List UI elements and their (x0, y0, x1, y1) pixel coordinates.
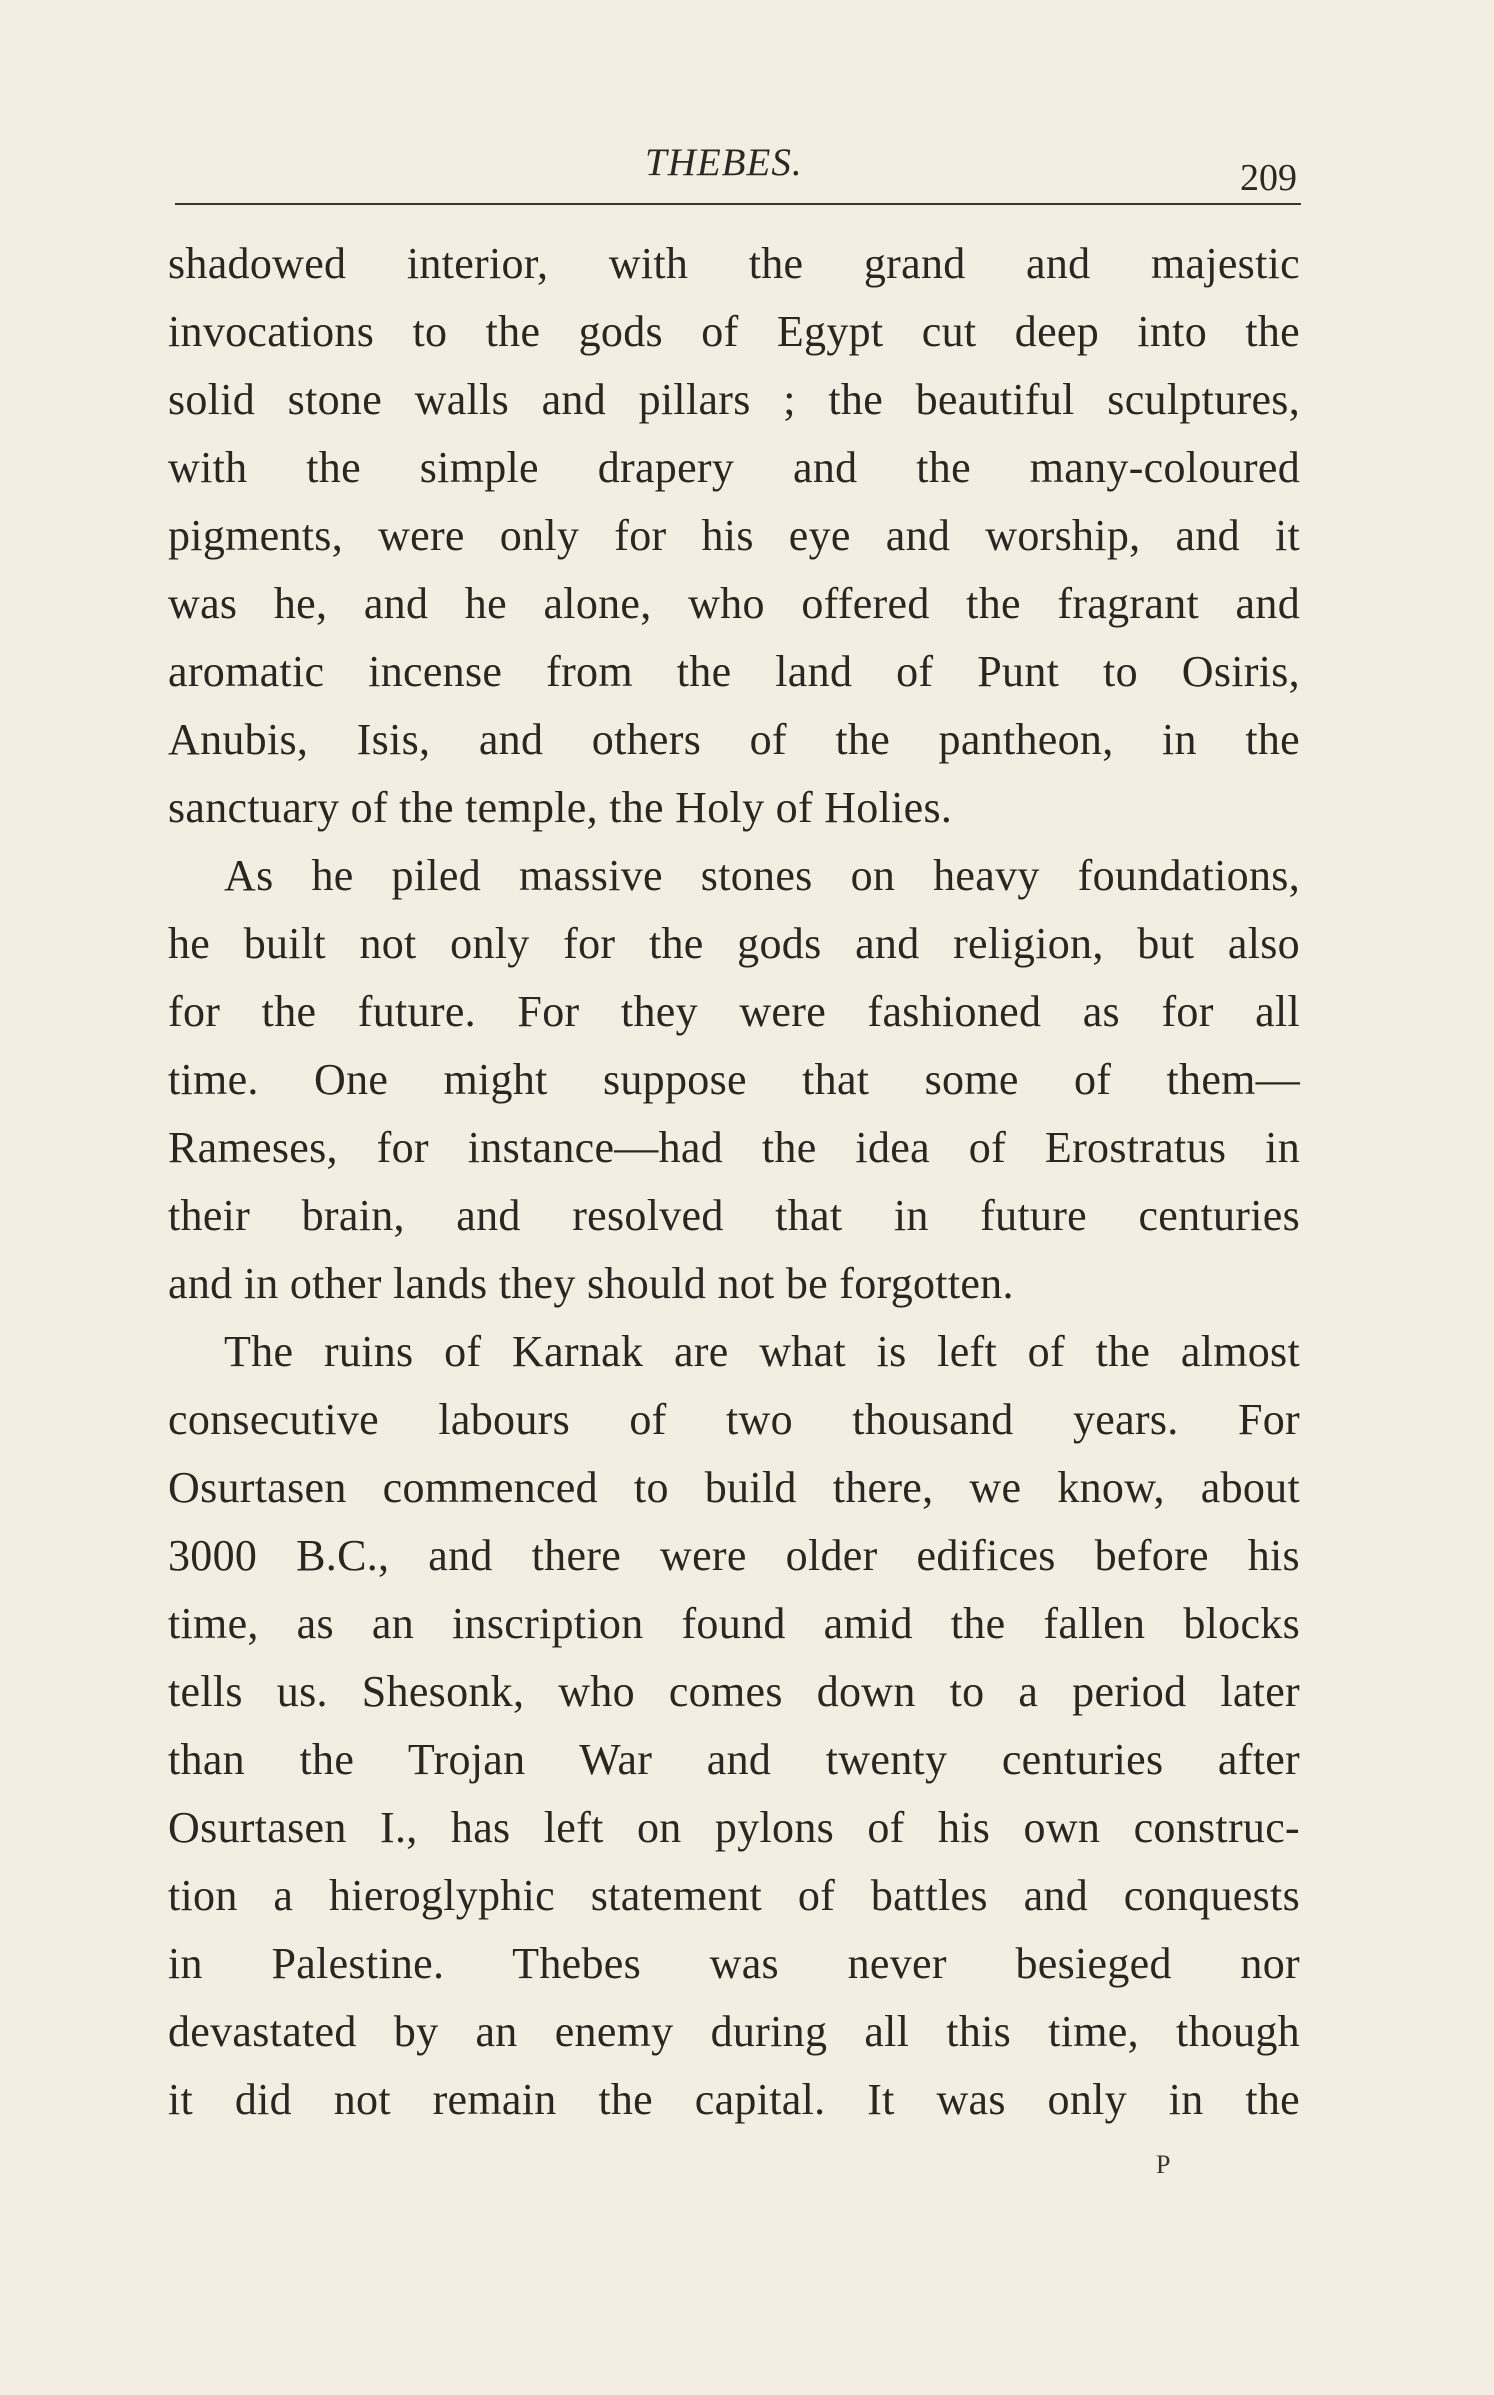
text-line: Rameses, for instance—had the idea of Erostratus in (168, 1123, 1300, 1172)
text-line: Osurtasen commenced to build there, we know, about (168, 1463, 1300, 1512)
signature-mark: P (1156, 2150, 1171, 2179)
text-line: Anubis, Isis, and others of the pantheon, in the (168, 715, 1300, 764)
text-line: aromatic incense from the land of Punt to Osiris, (168, 647, 1300, 696)
text-line: sanctuary of the temple, the Holy of Holies. (168, 783, 953, 832)
paragraph-start-line: As he piled massive stones on heavy foundations, (224, 851, 1300, 900)
text-line: their brain, and resolved that in future centuries (168, 1191, 1300, 1240)
page-number: 209 (1240, 157, 1297, 199)
text-line: time. One might suppose that some of them— (168, 1055, 1300, 1104)
text-line: time, as an inscription found amid the fallen blocks (168, 1599, 1300, 1648)
text-line: tells us. Shesonk, who comes down to a period later (168, 1667, 1300, 1716)
text-line: tion a hieroglyphic statement of battles and conquests (168, 1871, 1300, 1920)
text-line: invocations to the gods of Egypt cut deep into the (168, 307, 1300, 356)
text-line: it did not remain the capital. It was only in the (168, 2075, 1300, 2124)
text-line: solid stone walls and pillars ; the beautiful sculptures, (168, 375, 1300, 424)
body-text (168, 230, 1300, 2134)
text-line: he built not only for the gods and religion, but also (168, 919, 1300, 968)
text-line: and in other lands they should not be forgotten. (168, 1259, 1014, 1308)
text-line: for the future. For they were fashioned as for all (168, 987, 1300, 1036)
text-line: shadowed interior, with the grand and majestic (168, 239, 1300, 288)
text-line: devastated by an enemy during all this time, though (168, 2007, 1300, 2056)
paragraph-start-line: The ruins of Karnak are what is left of the almost (224, 1327, 1300, 1376)
text-line: 3000 B.C., and there were older edifices before his (168, 1531, 1300, 1580)
header-rule (175, 203, 1301, 205)
running-title: THEBES. (645, 141, 803, 184)
text-line: consecutive labours of two thousand years. For (168, 1395, 1300, 1444)
text-line: pigments, were only for his eye and worship, and it (168, 511, 1300, 560)
text-line: with the simple drapery and the many-coloured (168, 443, 1300, 492)
text-line: Osurtasen I., has left on pylons of his own construc- (168, 1803, 1300, 1852)
text-line: than the Trojan War and twenty centuries after (168, 1735, 1300, 1784)
text-line: in Palestine. Thebes was never besieged nor (168, 1939, 1300, 1988)
text-line: was he, and he alone, who offered the fragrant and (168, 579, 1300, 628)
